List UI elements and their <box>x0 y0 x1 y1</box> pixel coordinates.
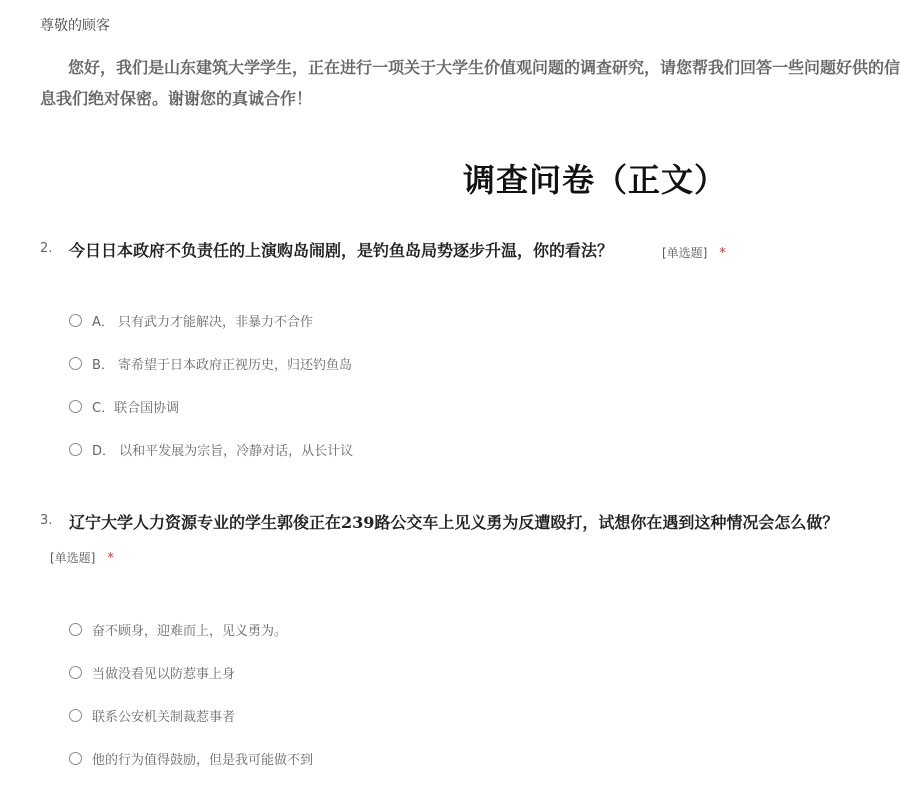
radio-button[interactable] <box>69 623 82 636</box>
option-label: 联系公安机关制裁惹事者 <box>92 709 236 725</box>
question-text: 今日日本政府不负责任的上演购岛闹剧，是钓鱼岛局势逐步升温，你的看法？ <box>69 241 614 260</box>
option-q2-a[interactable] <box>69 309 313 331</box>
option-q3-d[interactable] <box>69 747 313 769</box>
radio-button[interactable] <box>69 752 82 765</box>
intro-paragraph: 您好，我们是山东建筑大学学生，正在进行一项关于大学生价值观问题的调查研究，请您帮我们回答一些问题好供的信息我们绝对保密。谢谢您的真诚合作！ <box>40 58 900 108</box>
question-text: 辽宁大学人力资源专业的学生郭俊正在239路公交车上见义勇为反遭殴打，试想你在遇到这种情况会怎么做？ <box>69 513 839 532</box>
option-label: B． 寄希望于日本政府正视历史，归还钓鱼岛 <box>92 357 353 373</box>
required-asterisk: * <box>107 551 114 566</box>
option-q3-c[interactable] <box>69 704 235 726</box>
option-q3-b[interactable] <box>69 661 235 683</box>
radio-button[interactable] <box>69 709 82 722</box>
option-label: A． 只有武力才能解决，非暴力不合作 <box>92 314 314 330</box>
option-q2-d[interactable] <box>69 438 353 460</box>
option-label: 当做没看见以防惹事上身 <box>92 666 236 682</box>
question-tags <box>50 547 114 566</box>
option-q3-a[interactable] <box>69 618 287 640</box>
required-asterisk: * <box>719 246 726 261</box>
option-q2-c[interactable] <box>69 395 179 417</box>
radio-button[interactable] <box>69 666 82 679</box>
option-label: C．联合国协调 <box>92 400 180 416</box>
option-label: 奋不顾身，迎难而上，见义勇为。 <box>92 623 288 639</box>
option-q2-b[interactable] <box>69 352 352 374</box>
option-label: D． 以和平发展为宗旨，冷静对话，从长计议 <box>92 443 354 459</box>
radio-button[interactable] <box>69 314 82 327</box>
radio-button[interactable] <box>69 443 82 456</box>
radio-button[interactable] <box>69 400 82 413</box>
question-number: 3. <box>40 513 53 528</box>
option-label: 他的行为值得鼓励，但是我可能做不到 <box>92 752 314 768</box>
greeting: 尊敬的顾客 <box>40 18 110 34</box>
question-type-label: [单选题] <box>50 551 96 565</box>
question-tags <box>662 242 726 261</box>
survey-title: 调查问卷（正文） <box>462 161 727 199</box>
question-number: 2. <box>40 241 53 256</box>
radio-button[interactable] <box>69 357 82 370</box>
question-type-label: [单选题] <box>662 246 708 260</box>
